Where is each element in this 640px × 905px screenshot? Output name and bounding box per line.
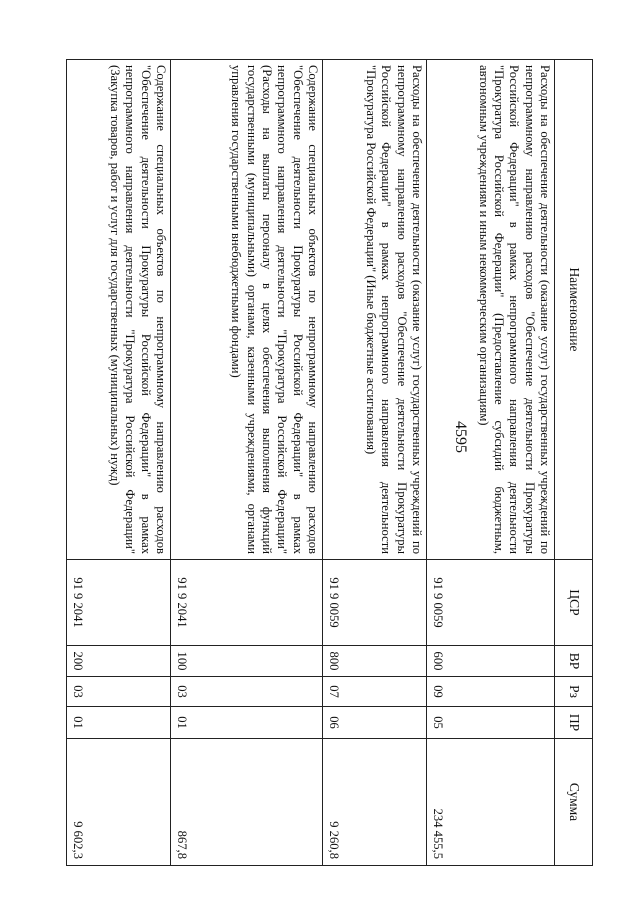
row-pr: 06 [323,707,427,739]
header-pr: ПР [555,707,593,739]
row-name: Расходы на обеспечение деятельности (оказание услуг) государственных учреждений по непрограммному направлению расходов "Обеспечение деятельности Прокуратуры Российской Федерации" в рамках непрограммного направления деятельности "Прокуратура Российской Федерации" (Предоставление субсидий бюджетным, автономным учреждениям и иным некоммерческим организациям) [427,60,555,560]
budget-table [66,59,593,866]
row-pr: 05 [427,707,555,739]
row-rz: 07 [323,677,427,707]
row-csr: 91 9 2041 [171,560,323,646]
row-vr: 200 [67,646,171,677]
table-row [171,60,323,866]
row-sum: 867,8 [171,739,323,866]
row-rz: 03 [171,677,323,707]
row-sum: 234 455,5 [427,739,555,866]
row-csr: 91 9 0059 [323,560,427,646]
table-row [323,60,427,866]
row-csr: 91 9 0059 [427,560,555,646]
row-name: Содержание специальных объектов по непрограммному направлению расходов "Обеспечение деятельности Прокуратуры Российской Федерации" в рамках непрограммного направления деятельности "Прокуратура Российской Федерации" (Расходы на выплаты персоналу в целях обеспечения выполнения функций государственными (муниципальными) органами, казенными учреждениями, органами управления государственными внебюджетными фондами) [171,60,323,560]
header-sum: Сумма [555,739,593,866]
row-name: Расходы на обеспечение деятельности (оказание услуг) государственных учреждений по непрограммному направлению расходов "Обеспечение деятельности Прокуратуры Российской Федерации" в рамках непрограммного направления деятельности "Прокуратура Российской Федерации" (Иные бюджетные ассигнования) [323,60,427,560]
row-sum: 9 260,8 [323,739,427,866]
header-csr: ЦСР [555,560,593,646]
table-header-row [555,60,593,866]
header-name: Наименование [555,60,593,560]
table-row [427,60,555,866]
row-pr: 01 [67,707,171,739]
row-pr: 01 [171,707,323,739]
row-vr: 800 [323,646,427,677]
row-sum: 9 602,3 [67,739,171,866]
header-rz: Рз [555,677,593,707]
table-row [67,60,171,866]
row-vr: 600 [427,646,555,677]
row-vr: 100 [171,646,323,677]
row-csr: 91 9 2041 [67,560,171,646]
row-name: Содержание специальных объектов по непрограммному направлению расходов "Обеспечение деятельности Прокуратуры Российской Федерации" в рамках непрограммного направления деятельности "Прокуратура Российской Федерации" (Закупка товаров, работ и услуг для государственных (муниципальных) нужд) [67,60,171,560]
row-rz: 03 [67,677,171,707]
row-rz: 09 [427,677,555,707]
page-number: 4595 [452,421,469,453]
header-vr: ВР [555,646,593,677]
budget-table-rotated [66,59,593,865]
